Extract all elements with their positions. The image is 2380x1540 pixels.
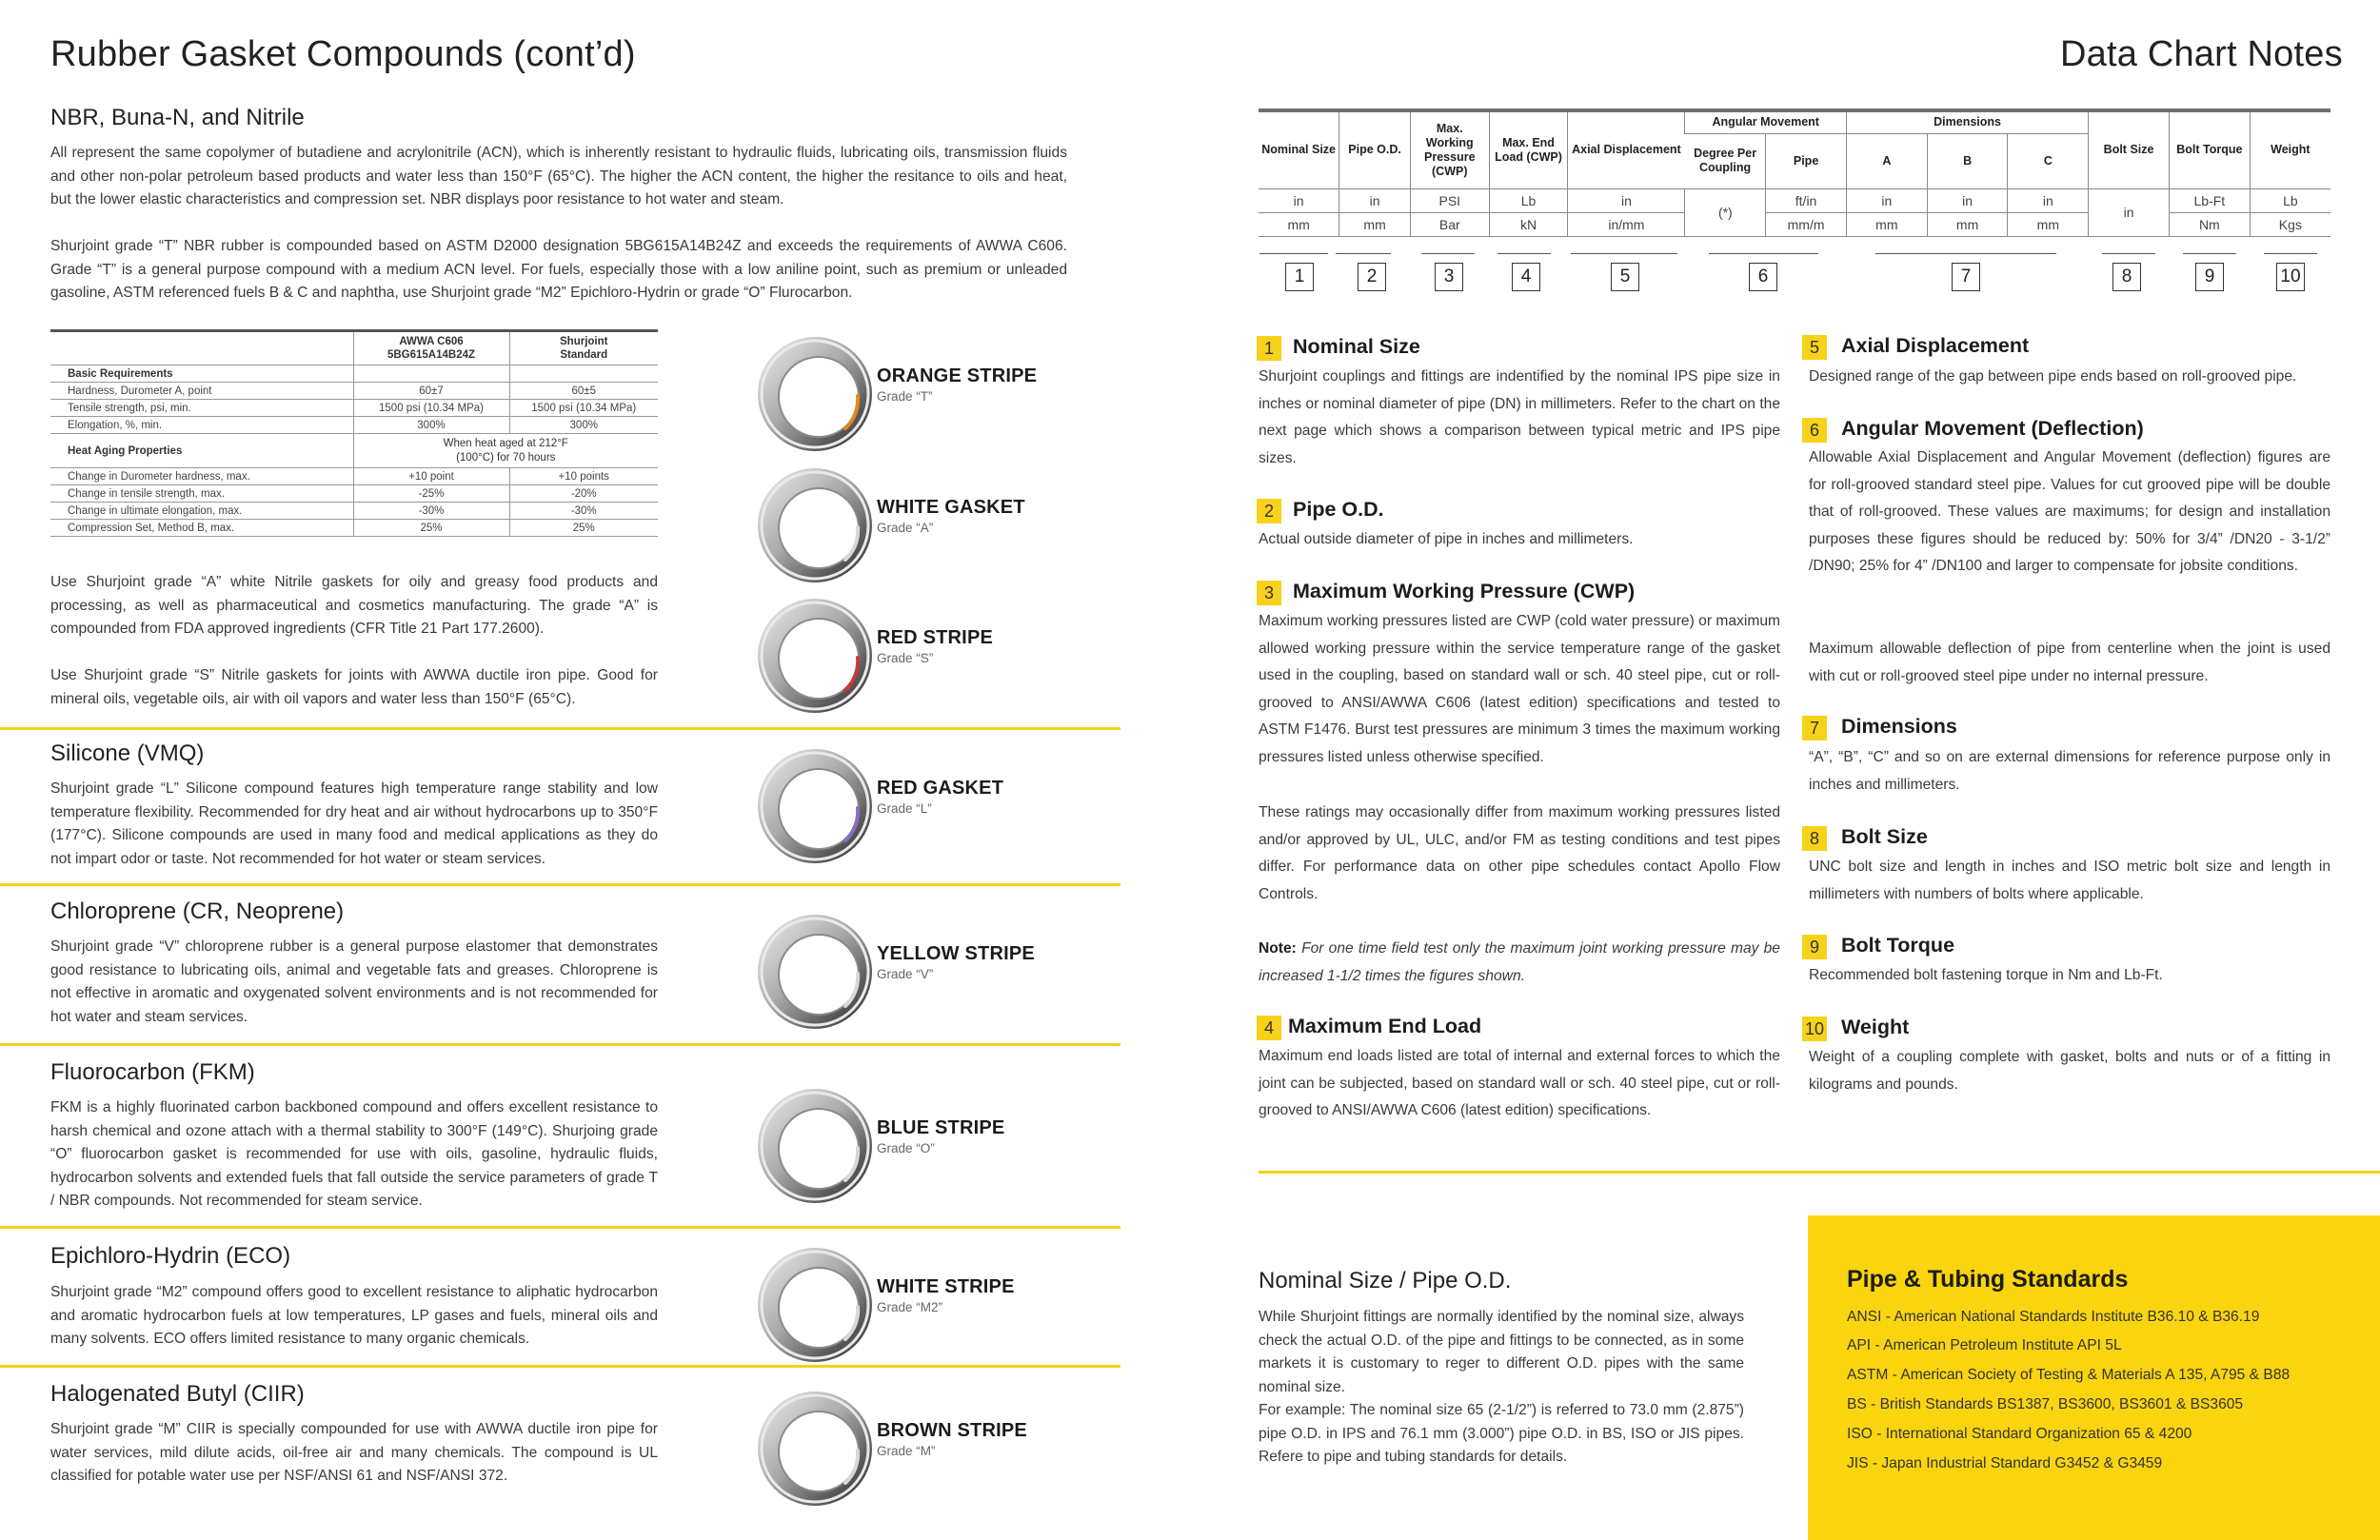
yellow-stripe-label: YELLOW STRIPE	[877, 943, 1035, 964]
note-title-nominal-size: Nominal Size	[1293, 335, 1420, 358]
col-max-end-load: Max. End Load (CWP)	[1489, 110, 1568, 188]
note-italic-text: For one time field test only the maximum joint working pressure may be increased 1-1/2 times the figures shown.	[1259, 940, 1780, 984]
note-label: Note:	[1259, 940, 1297, 957]
note-title-dimensions: Dimensions	[1841, 715, 1957, 738]
standards-title: Pipe & Tubing Standards	[1847, 1266, 2129, 1293]
section-title-nbr: NBR, Buna-N, and Nitrile	[50, 105, 305, 130]
section-title-chloroprene: Chloroprene (CR, Neoprene)	[50, 898, 345, 924]
note-body-nominal-size: Shurjoint couplings and fittings are indentified by the nominal IPS pipe size in inches or nominal diameter of pipe (DN) in millimeters. Refer to the chart on the next page which shows a comparison between typical metric and IPS pipe sizes.	[1259, 368, 1780, 466]
orange-stripe-label: ORANGE STRIPE	[877, 365, 1038, 386]
standard-item: JIS - Japan Industrial Standard G3452 & G3459	[1847, 1455, 2163, 1471]
callout-box: 10	[2276, 263, 2305, 291]
standard-item: ASTM - American Society of Testing & Materials A 135, A795 & B88	[1847, 1367, 2291, 1383]
blue-stripe-gasket-image	[754, 1085, 876, 1207]
callout-line	[1571, 253, 1677, 254]
red-gasket-grade: Grade “L”	[877, 801, 932, 816]
section-title-epichloro: Epichloro-Hydrin (ECO)	[50, 1243, 291, 1269]
page-title: Rubber Gasket Compounds (cont’d)	[50, 34, 636, 74]
note-title-angular-movement: Angular Movement (Deflection)	[1841, 417, 2144, 440]
note-body-max-working-pressure: Maximum working pressures listed are CWP (cold water pressure) or maximum allowed working pressure within the service temperature range of the gasket used in the coupling, based on standard wall or sch. 40 steel pipe, cut or roll-grooved to ANSI/AWWA C606 (latest edition) specifications and tested to ASTM F1476. Burst test pressures are minimum 3 times the maximum working pressures listed unless otherwise specified.	[1259, 613, 1780, 765]
note-body-weight: Weight of a coupling complete with gasket, bolts and nuts or of a fitting in kilograms and pounds.	[1809, 1049, 2330, 1093]
callout-line	[1497, 253, 1551, 254]
note-number: 4	[1257, 1016, 1281, 1040]
note-number: 1	[1257, 336, 1281, 361]
epichloro-paragraph: Shurjoint grade “M2” compound offers good to excellent resistance to aliphatic hydrocarbon and aromatic hydrocarbon fuels at low temperatures, LP gases and fuels, mineral oils and many solvents. ECO offers limited resistance to many organic chemicals.	[50, 1284, 658, 1348]
blue-stripe-grade: Grade “O”	[877, 1141, 935, 1155]
red-gasket-gasket-image	[754, 745, 876, 867]
red-stripe-label: RED STRIPE	[877, 627, 994, 648]
note-title-bolt-torque: Bolt Torque	[1841, 934, 1955, 957]
callout-box: 9	[2195, 263, 2224, 291]
section-divider	[0, 1365, 1121, 1368]
section-title-fluorocarbon: Fluorocarbon (FKM)	[50, 1059, 255, 1085]
fluorocarbon-paragraph: FKM is a highly fluorinated carbon backboned compound and offers excellent resistance to harsh chemical and ozone attach with a thermal stability to 300°F (149°C). Shurjoing grade “O” fluorocarbon gasket is recommended for use with oils, gasoline, hydraulic fluids, hydrocarbon solvents and extended fuels that fall outside the service parameters of grade T / NBR compounds. Not recommended for steam service.	[50, 1099, 658, 1210]
section-title-nominal-od: Nominal Size / Pipe O.D.	[1259, 1268, 1512, 1293]
col-weight: Weight	[2250, 110, 2330, 188]
note-number: 2	[1257, 499, 1281, 523]
table-group-heat: Heat Aging Properties	[50, 434, 353, 468]
orange-stripe-gasket-image	[754, 333, 876, 455]
white-stripe-label: WHITE STRIPE	[877, 1276, 1015, 1297]
callout-line	[1875, 253, 2056, 254]
data-chart-header-table	[1259, 109, 2330, 237]
nbr-paragraph-1: All represent the same copolymer of butadiene and acrylonitrile (ACN), which is inherently resistant to hydraulic fluids, lubricating oils, transmission fluids and other non-polar petroleum based products and water less than 150°F (65°C). The higher the ACN content, the higher the resitance to oils and heat, but the lower elastic characteristics and compression set. NBR displays poor resistance to hot water and steam.	[50, 145, 1067, 208]
heat-note-b: (100°C) for 70 hours	[456, 451, 556, 464]
note-pressure-field-test	[1259, 936, 1780, 990]
col-dim-c: C	[2008, 133, 2089, 188]
callout-box: 8	[2112, 263, 2141, 291]
section-title-butyl: Halogenated Butyl (CIIR)	[50, 1381, 305, 1407]
col-bolt-torque: Bolt Torque	[2169, 110, 2250, 188]
table-row: Elongation, %, min. 300% 300%	[50, 417, 658, 434]
white-gasket-label: WHITE GASKET	[877, 497, 1025, 518]
callout-line	[1336, 253, 1391, 254]
note-body-angular-movement-2: Maximum allowable deflection of pipe from centerline when the joint is used with cut or roll-grooved steel pipe under no internal pressure.	[1809, 641, 2330, 684]
col-max-working-pressure: Max. Working Pressure (CWP)	[1410, 110, 1489, 188]
table-row: Change in tensile strength, max. -25% -20%	[50, 485, 658, 503]
note-title-axial-displacement: Axial Displacement	[1841, 334, 2030, 357]
col-dim-b: B	[1927, 133, 2008, 188]
heat-note-a: When heat aged at 212°F	[443, 437, 568, 449]
section-title-silicone: Silicone (VMQ)	[50, 740, 205, 766]
callout-box: 5	[1611, 263, 1639, 291]
callout-line	[2102, 253, 2155, 254]
standard-item: API - American Petroleum Institute API 5L	[1847, 1337, 2122, 1353]
table-row: Tensile strength, psi, min. 1500 psi (10.34 MPa) 1500 psi (10.34 MPa)	[50, 400, 658, 417]
nbr-paragraph-3: Use Shurjoint grade “A” white Nitrile gaskets for oily and greasy food products and processing, as well as pharmaceutical and cosmetics manufacturing. The grade “A” is compounded from FDA approved ingredients (CFR Title 21 Part 177.2600).	[50, 574, 658, 638]
callout-box: 6	[1749, 263, 1777, 291]
butyl-paragraph: Shurjoint grade “M” CIIR is specially compounded for use with AWWA ductile iron pipe for water services, mild dilute acids, oil-free air and many chemicals. The compound is UL classified for potable water use per NSF/ANSI 61 and NSF/ANSI 372.	[50, 1421, 658, 1485]
group-dimensions: Dimensions	[1846, 110, 2088, 133]
units-imperial-row: in in PSI Lb in (*) ft/in in in in in Lb-Ft Lb	[1259, 188, 2330, 212]
chloroprene-paragraph: Shurjoint grade “V” chloroprene rubber is a general purpose elastomer that demonstrates good resistance to lubricating oils, animal and vegetable fats and greases. Chloroprene is not effective in aromatic and oxygenated solvent environments and is not recommended for hot water and steam services.	[50, 938, 658, 1025]
note-number: 10	[1802, 1017, 1827, 1041]
table-group-basic: Basic Requirements	[50, 365, 353, 383]
table-row: Compression Set, Method B, max. 25% 25%	[50, 520, 658, 537]
note-title-weight: Weight	[1841, 1016, 1910, 1038]
callout-line	[1259, 253, 1328, 254]
red-stripe-gasket-image	[754, 595, 876, 717]
yellow-stripe-grade: Grade “V”	[877, 967, 934, 981]
section-divider	[0, 727, 1121, 730]
note-number: 7	[1802, 716, 1827, 740]
section-divider	[1259, 1171, 2380, 1174]
callout-line	[1709, 253, 1818, 254]
note-body-pipe-od: Actual outside diameter of pipe in inches and millimeters.	[1259, 531, 1634, 547]
note-body-bolt-size: UNC bolt size and length in inches and ISO metric bolt size and length in millimeters with numbers of bolts where applicable.	[1809, 859, 2330, 902]
note-body-max-end-load: Maximum end loads listed are total of internal and external forces to which the joint can be subjected, based on standard wall or sch. 40 steel pipe, cut or roll-grooved to ANSI/AWWA C606 (latest edition) specifications.	[1259, 1048, 1780, 1119]
section-divider	[0, 883, 1121, 886]
note-number: 3	[1257, 581, 1281, 605]
right-page-title: Data Chart Notes	[2060, 34, 2343, 74]
col-axial-displacement: Axial Displacement	[1568, 110, 1685, 188]
note-number: 9	[1802, 935, 1827, 959]
callout-line	[2264, 253, 2317, 254]
section-divider	[0, 1043, 1121, 1046]
nbr-paragraph-2: Shurjoint grade “T” NBR rubber is compounded based on ASTM D2000 designation 5BG615A14B24Z and exceeds the requirements of AWWA C606. Grade “T” is a general purpose compound with a medium ACN level. For fuels, especially those with a low aniline point, such as premium or unleaded gasoline, ASTM referenced fuels B & C and naphtha, use Shurjoint grade “M2” Epichloro-Hydrin or grade “O” Flurocarbon.	[50, 238, 1067, 302]
note-body-max-working-pressure-2: These ratings may occasionally differ from maximum working pressures listed and/or approved by UL, ULC, and/or FM as testing conditions and test pipes differ. For performance data on other pipe schedules contact Apollo Flow Controls.	[1259, 804, 1780, 902]
callout-box: 1	[1285, 263, 1314, 291]
col-pipe-od: Pipe O.D.	[1339, 110, 1411, 188]
col-degree-per-coupling: Degree Per Coupling	[1685, 133, 1766, 188]
table-row: Change in ultimate elongation, max. -30% -30%	[50, 503, 658, 520]
col-bolt-size: Bolt Size	[2089, 110, 2170, 188]
col-dim-a: A	[1846, 133, 1927, 188]
note-body-angular-movement: Allowable Axial Displacement and Angular Movement (deflection) figures are for roll-grooved standard steel pipe. Values for cut grooved pipe will be double that of roll-grooved. These values are maximums; for design and installation purposes these figures should be reduced by: 50% for 3/4” /DN20 - 3-1/2” /DN90; 25% for 4” /DN100 and larger to compensate for jobsite conditions.	[1809, 449, 2330, 575]
units-metric-row: mm mm Bar kN in/mm mm/m mm mm mm Nm Kgs	[1259, 212, 2330, 236]
blue-stripe-label: BLUE STRIPE	[877, 1117, 1005, 1138]
table-col1-header: AWWA C606	[399, 336, 464, 347]
note-title-max-working-pressure: Maximum Working Pressure (CWP)	[1293, 580, 1636, 602]
nominal-paragraph-2: For example: The nominal size 65 (2-1/2”) is referred to 73.0 mm (2.875”) pipe O.D. in IPS and 76.1 mm (3.000”) pipe O.D. in BS, ISO or JIS pipes. Refere to pipe and tubing standards for details.	[1259, 1402, 1744, 1466]
callout-box: 2	[1358, 263, 1386, 291]
note-body-dimensions: “A”, “B”, “C” and so on are external dimensions for reference purpose only in inches and millimeters.	[1809, 749, 2330, 793]
col-nominal-size: Nominal Size	[1259, 110, 1339, 188]
section-divider	[0, 1226, 1121, 1229]
note-number: 8	[1802, 826, 1827, 851]
nbr-paragraph-4: Use Shurjoint grade “S” Nitrile gaskets for joints with AWWA ductile iron pipe. Good for mineral oils, vegetable oils, air with oil vapors and water less than 150°F (65°C).	[50, 667, 658, 707]
note-title-max-end-load: Maximum End Load	[1288, 1015, 1482, 1037]
note-title-pipe-od: Pipe O.D.	[1293, 498, 1384, 521]
col-pipe: Pipe	[1766, 133, 1847, 188]
white-gasket-gasket-image	[754, 464, 876, 586]
red-gasket-label: RED GASKET	[877, 778, 1004, 799]
yellow-stripe-gasket-image	[754, 911, 876, 1033]
brown-stripe-grade: Grade “M”	[877, 1444, 936, 1458]
callout-box: 4	[1512, 263, 1540, 291]
nominal-paragraph-1: While Shurjoint fittings are normally identified by the nominal size, always check the actual O.D. of the pipe and fittings to be connected, as in some markets it is customary to reger to different O.D. pipes with the same nominal size.	[1259, 1309, 1744, 1395]
note-body-axial-displacement: Designed range of the gap between pipe ends based on roll-grooved pipe.	[1809, 368, 2297, 385]
standard-item: ISO - International Standard Organization 65 & 4200	[1847, 1426, 2192, 1442]
standard-item: ANSI - American National Standards Institute B36.10 & B36.19	[1847, 1309, 2260, 1325]
note-body-bolt-torque: Recommended bolt fastening torque in Nm and Lb-Ft.	[1809, 967, 2163, 983]
brown-stripe-gasket-image	[754, 1388, 876, 1510]
brown-stripe-label: BROWN STRIPE	[877, 1420, 1027, 1441]
standard-item: BS - British Standards BS1387, BS3600, BS3601 & BS3605	[1847, 1396, 2244, 1412]
red-stripe-grade: Grade “S”	[877, 651, 934, 665]
callout-line	[2183, 253, 2236, 254]
callout-box: 7	[1952, 263, 1980, 291]
note-number: 5	[1802, 335, 1827, 360]
table-row: Hardness, Durometer A, point 60±7 60±5	[50, 383, 658, 400]
callout-box: 3	[1435, 263, 1463, 291]
note-title-bolt-size: Bolt Size	[1841, 825, 1928, 848]
silicone-paragraph: Shurjoint grade “L” Silicone compound features high temperature range stability and low temperature flexibility. Recommended for dry heat and air without hydrocarbons up to 350°F (177°C). Silicone compounds are used in many food and medical applications as they do not impart odor or taste. Not recommended for hot water or steam services.	[50, 780, 658, 867]
table-col1-subheader: 5BG615A14B24Z	[387, 349, 476, 361]
white-stripe-grade: Grade “M2”	[877, 1300, 943, 1314]
requirements-table	[50, 329, 658, 537]
white-stripe-gasket-image	[754, 1244, 876, 1366]
group-angular-movement: Angular Movement	[1685, 110, 1847, 133]
table-col2-subheader: Standard	[560, 349, 608, 361]
table-col2-header: Shurjoint	[560, 336, 608, 347]
table-row: Change in Durometer hardness, max. +10 point +10 points	[50, 468, 658, 485]
white-gasket-grade: Grade “A”	[877, 521, 934, 535]
orange-stripe-grade: Grade “T”	[877, 389, 933, 404]
callout-line	[1421, 253, 1475, 254]
note-number: 6	[1802, 418, 1827, 443]
